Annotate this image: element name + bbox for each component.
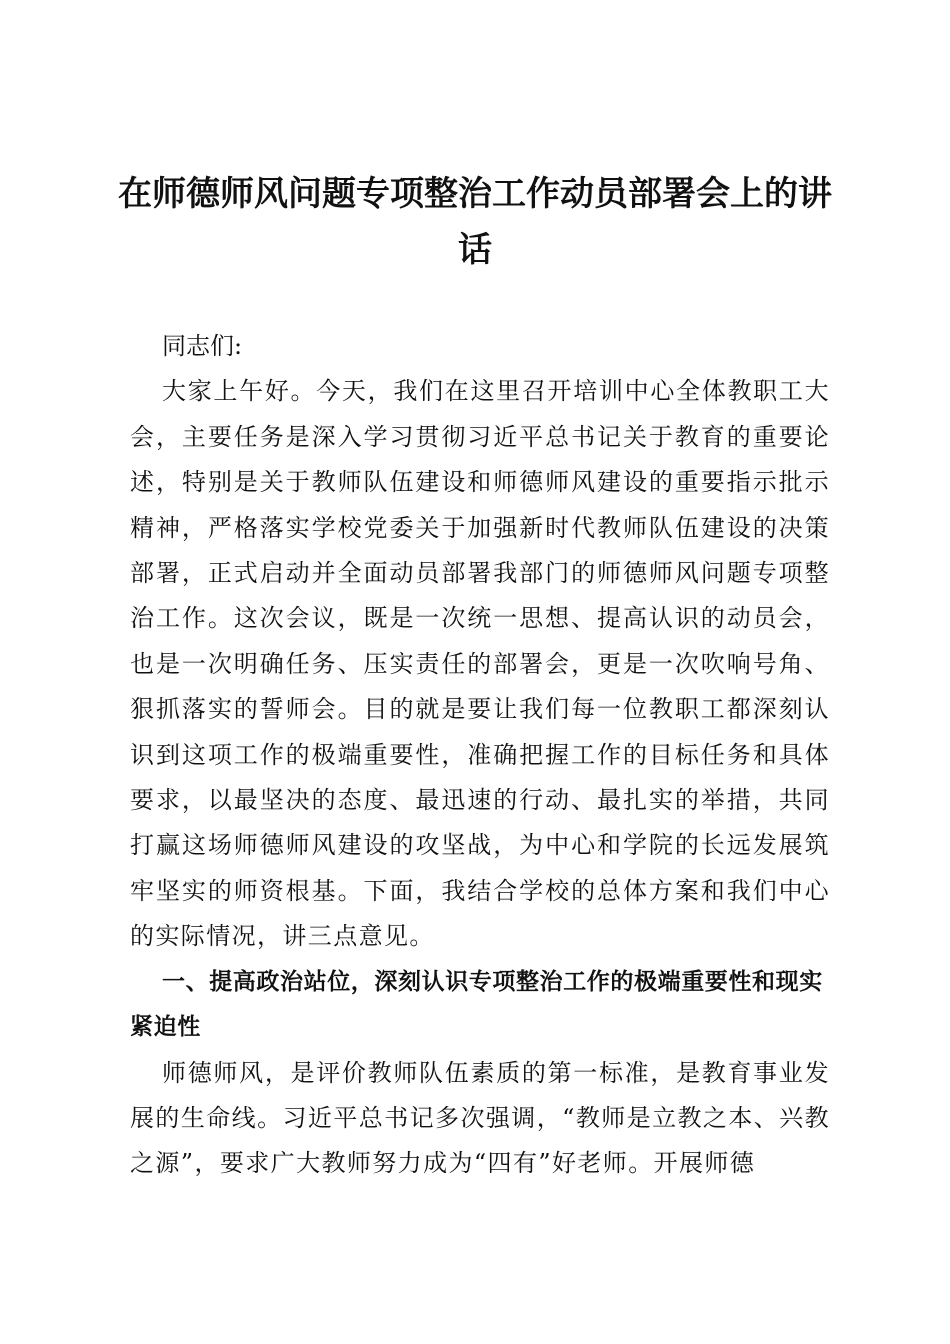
document-body bbox=[130, 324, 830, 1187]
paragraph-section-1: 师德师风，是评价教师队伍素质的第一标准，是教育事业发展的生命线。习近平总书记多次强调，“教师是立教之本、兴教之源”，要求广大教师努力成为“四有”好老师。开展师德 bbox=[130, 1058, 830, 1178]
paragraph-opening: 大家上午好。今天，我们在这里召开培训中心全体教职工大会，主要任务是深入学习贯彻习近平总书记关于教育的重要论述，特别是关于教师队伍建设和师德师风建设的重要指示批示精神，严格落实学校党委关于加强新时代教师队伍建设的决策部署，正式启动并全面动员部署我部门的师德师风问题专项整治工作。这次会议，既是一次统一思想、提高认识的动员会，也是一次明确任务、压实责任的部署会，更是一次吹响号角、狠抓落实的誓师会。目的就是要让我们每一位教职工都深刻认识到这项工作的极端重要性，准确把握工作的目标任务和具体要求，以最坚决的态度、最迅速的行动、最扎实的举措，共同打赢这场师德师风建设的攻坚战，为中心和学院的长远发展筑牢坚实的师资根基。下面，我结合学校的总体方案和我们中心的实际情况，讲三点意见。 bbox=[130, 377, 830, 951]
document-title: 在师德师风问题专项整治工作动员部署会上的讲话 bbox=[118, 174, 832, 270]
section-heading-1: 一、提高政治站位，深刻认识专项整治工作的极端重要性和现实紧迫性 bbox=[130, 968, 823, 1041]
salutation: 同志们: bbox=[162, 332, 243, 360]
